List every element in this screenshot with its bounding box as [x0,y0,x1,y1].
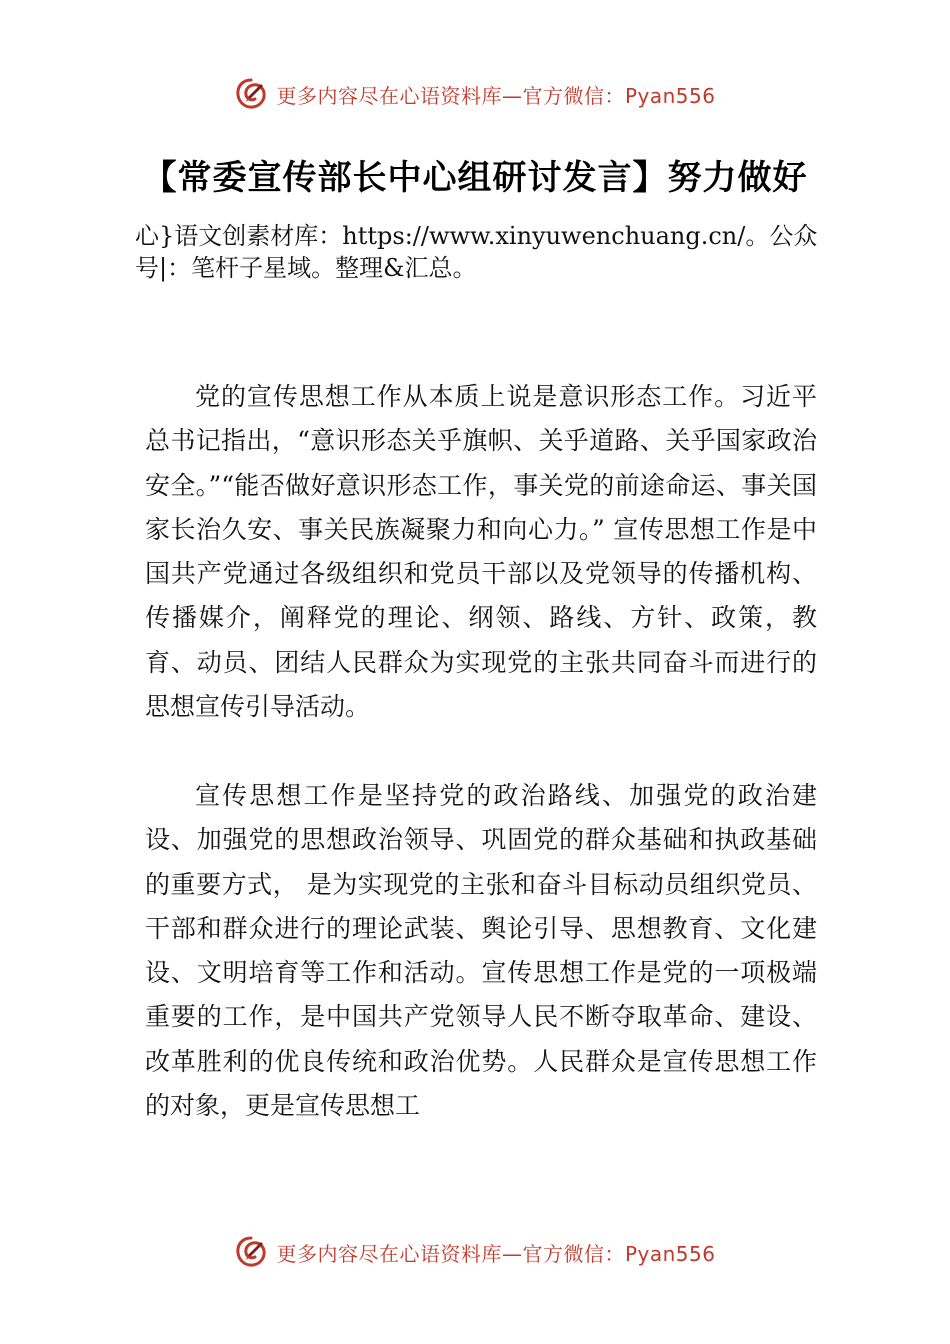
header-banner-text: 更多内容尽在心语资料库—官方微信：Pyan556 [276,83,716,108]
document-title: 【常委宣传部长中心组研讨发言】努力做好 [142,158,808,198]
footer-banner-text: 更多内容尽在心语资料库—官方微信：Pyan556 [276,1241,716,1266]
pen-swirl-logo-icon [234,77,268,111]
pen-swirl-logo-icon [234,1235,268,1269]
source-note: 心}语文创素材库：https://www.xinyuwenchuang.cn/。公众号|：笔杆子星域。整理&汇总。 [135,222,818,282]
footer-banner [0,1232,950,1272]
paragraph-2: 宣传思想工作是坚持党的政治路线、加强党的政治建设、加强党的思想政治领导、巩固党的群众基础和执政基础的重要方式， 是为实现党的主张和奋斗目标动员组织党员、干部和群众进行的理论武装、舆论引导、思想教育、文化建设、文明培育等工作和活动。宣传思想工作是党的一项极端重要的工作，是中国共产党领导人民不断夺取革命、建设、改革胜利的优良传统和政治优势。人民群众是宣传思想工作的对象，更是宣传思想工 [145,781,817,1121]
paragraph-1: 党的宣传思想工作从本质上说是意识形态工作。习近平总书记指出，“意识形态关乎旗帜、关乎道路、关乎国家政治安全。”“能否做好意识形态工作，事关党的前途命运、事关国家长治久安、事关民族凝聚力和向心力。” 宣传思想工作是中国共产党通过各级组织和党员干部以及党领导的传播机构、传播媒介，阐释党的理论、纲领、路线、方针、政策，教育、动员、团结人民群众为实现党的主张共同奋斗而进行的思想宣传引导活动。 [145,382,817,722]
header-banner [0,74,950,114]
